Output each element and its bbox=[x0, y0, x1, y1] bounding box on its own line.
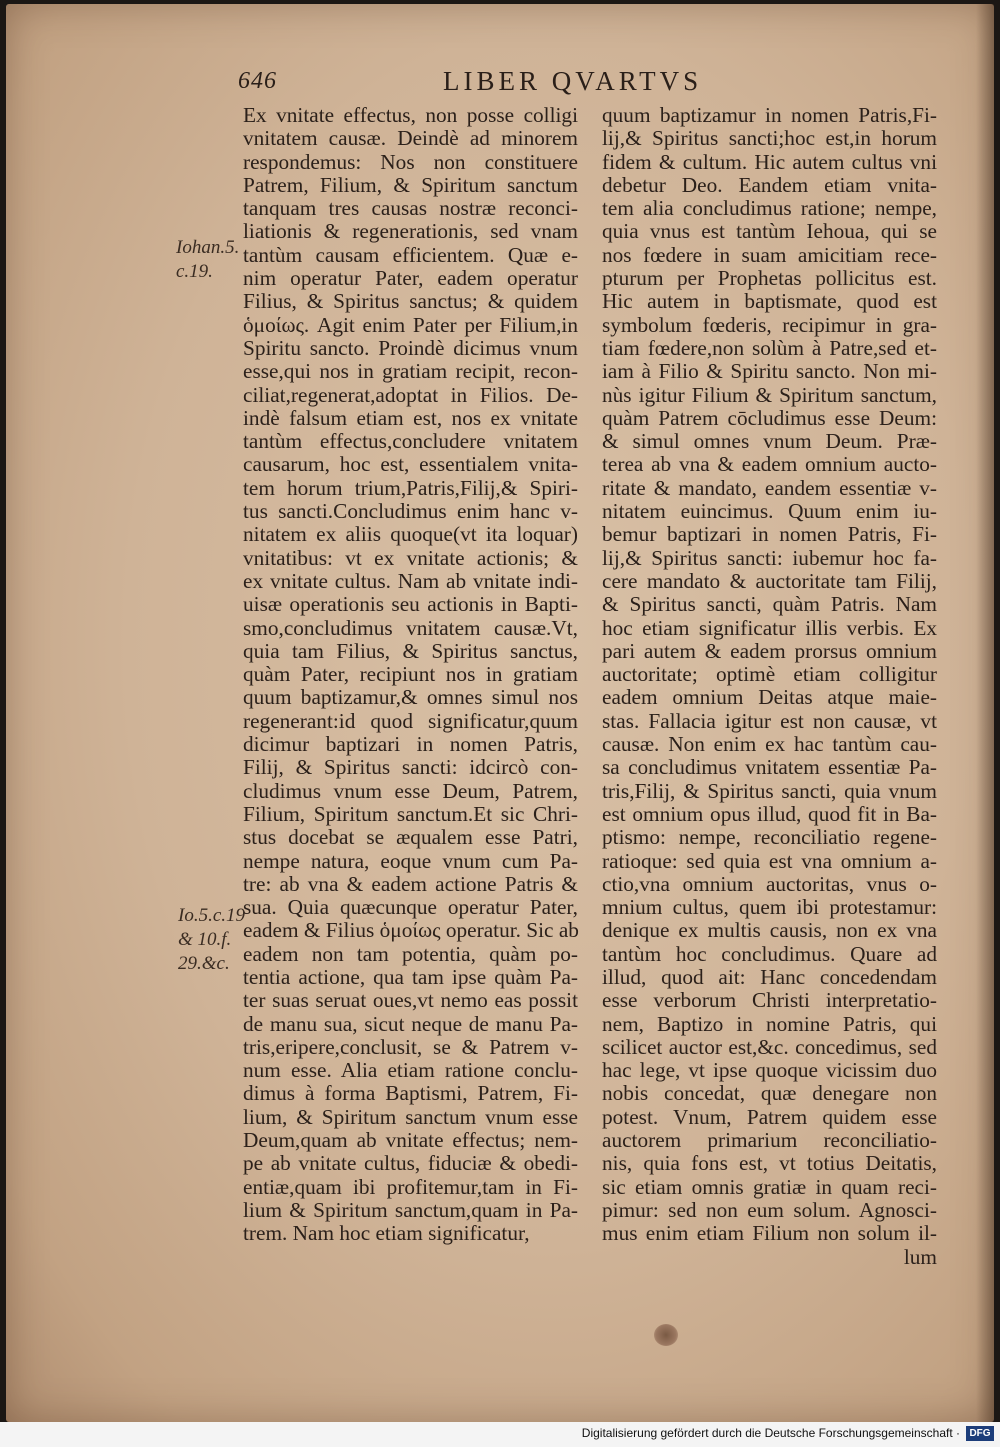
text-line: esse verborum Christi interpretatio- bbox=[602, 988, 937, 1013]
text-line: causarum, hoc est, essentialem vnita- bbox=[243, 452, 578, 477]
running-head: LIBER QVARTVS bbox=[443, 66, 703, 96]
text-line: ptismo: nempe, reconciliatio regene- bbox=[602, 825, 937, 850]
text-line: potest. Vnum, Patrem quidem esse bbox=[602, 1104, 937, 1129]
text-line: nis, quia fons est, vt totius Deitatis, bbox=[602, 1151, 937, 1176]
text-line: dimus à forma Baptismi, Patrem, Fi- bbox=[243, 1081, 578, 1106]
text-line: tantùm hoc concludimus. Quare ad bbox=[602, 941, 937, 966]
text-line: scilicet auctor est,&c. concedimus, sed bbox=[602, 1034, 937, 1059]
text-line: regenerant:id quod significatur,quum bbox=[243, 708, 578, 733]
text-line: nobis concedat, quæ denegare non bbox=[602, 1081, 937, 1106]
text-line: lij,& Spiritus sancti: iubemur hoc fa- bbox=[602, 545, 937, 570]
text-line: eadem & Filius ὁμοίως operatur. Sic ab bbox=[243, 918, 579, 943]
text-line: Patrem, Filium, & Spiritum sanctum bbox=[243, 172, 578, 197]
text-line: pimur: sed non eum solum. Agnosci- bbox=[602, 1197, 937, 1222]
text-line: quàm Patrem cōcludimus esse Deum: bbox=[602, 405, 937, 430]
text-line: nùs igitur Filium & Spiritum sanctum, bbox=[602, 382, 937, 407]
text-line: nim operatur Pater, eadem operatur bbox=[243, 266, 578, 291]
text-line: denique ex multis causis, non ex vna bbox=[602, 918, 937, 943]
text-line: trem. Nam hoc etiam significatur, bbox=[243, 1221, 530, 1246]
margin-note-line: & 10.f. bbox=[178, 929, 232, 950]
text-line: & simul omnes vnum Deum. Præ- bbox=[602, 429, 937, 454]
text-line: fidem & cultum. Hic autem cultus vni bbox=[602, 149, 937, 174]
left-text-column bbox=[243, 104, 578, 1246]
text-line: tanquam tres causas nostræ reconci- bbox=[243, 196, 578, 221]
text-line: cere mandato & auctoritate tam Filij, bbox=[602, 568, 937, 593]
text-line: Filius, & Spiritus sanctus; & quidem bbox=[243, 289, 578, 314]
text-line: respondemus: Nos non constituere bbox=[243, 149, 578, 174]
text-line: nitatem ex aliis quoque(vt ita loquar) bbox=[243, 522, 578, 547]
text-line: Filij, & Spiritus sancti: idcircò con- bbox=[243, 755, 578, 780]
text-line: tentia actione, qua tam ipse quàm Pa- bbox=[243, 964, 578, 989]
text-line: quum baptizamur,& omnes simul nos bbox=[243, 685, 578, 710]
text-line: ex vnitate cultus. Nam ab vnitate indi- bbox=[243, 568, 578, 593]
margin-note-line: c.19. bbox=[176, 261, 213, 282]
text-line: stus docebat se æqualem esse Patri, bbox=[243, 825, 578, 850]
margin-note bbox=[178, 904, 245, 976]
text-line: eadem non tam potentia, quàm po- bbox=[243, 941, 578, 966]
right-text-column bbox=[602, 104, 937, 1269]
text-line: Spiritu sancto. Proindè dicimus vnum bbox=[243, 335, 578, 360]
text-line: Hic autem in baptismate, quod est bbox=[602, 289, 937, 314]
text-line: Deum,quam ab vnitate effectus; nem- bbox=[243, 1128, 578, 1153]
margin-note bbox=[176, 236, 239, 284]
text-line: ratioque: sed quia est vna omnium a- bbox=[602, 848, 937, 873]
book-page bbox=[6, 4, 994, 1422]
text-line: quàm Pater, recipiunt nos in gratiam bbox=[243, 662, 578, 687]
text-line: mus enim etiam Filium non solum il- bbox=[602, 1221, 937, 1246]
text-line: illud, quod ait: Hanc concedendam bbox=[602, 964, 937, 989]
text-line: ciliat,regenerat,adoptat in Filios. De- bbox=[243, 382, 578, 407]
text-line: nem, Baptizo in nomine Patris, qui bbox=[602, 1011, 937, 1036]
text-line: sua. Quia quæcunque operatur Pater, bbox=[243, 895, 578, 920]
text-line: vnitatibus: vt ex vnitate actionis; & bbox=[243, 545, 578, 570]
text-line: liationis & regenerationis, sed vnam bbox=[243, 219, 578, 244]
text-line: lium, & Spiritum sanctum vnum esse bbox=[243, 1104, 578, 1129]
page-header bbox=[238, 68, 948, 104]
text-line: ὁμοίως. Agit enim Pater per Filium,in bbox=[243, 312, 578, 337]
text-line: auctorem primarium reconciliatio- bbox=[602, 1128, 937, 1153]
text-line: nos fœdere in suam amicitiam rece- bbox=[602, 242, 937, 267]
text-line: bemur baptizari in nomen Patris, Fi- bbox=[602, 522, 937, 547]
text-line: hac lege, vt ipse quoque vicissim duo bbox=[602, 1058, 937, 1083]
text-line: pari autem & eadem prorsus omnium bbox=[602, 638, 937, 663]
text-line: lij,& Spiritus sancti;hoc est,in horum bbox=[602, 126, 937, 151]
text-line: lum bbox=[903, 1244, 937, 1269]
text-line: entiæ,quam ibi profitemur,tam in Fi- bbox=[243, 1174, 578, 1199]
text-line: smo,concludimus vnitatem causæ.Vt, bbox=[243, 615, 578, 640]
text-line: Filium, Spiritum sanctum.Et sic Chri- bbox=[243, 801, 578, 826]
text-line: num esse. Alia etiam ratione conclu- bbox=[243, 1058, 578, 1083]
text-line: quum baptizamur in nomen Patris,Fi- bbox=[602, 103, 937, 127]
margin-note-line: 29.&c. bbox=[178, 953, 230, 974]
page-number: 646 bbox=[238, 68, 277, 94]
page-edge-shadow bbox=[976, 4, 994, 1422]
text-line: vnitatem causæ. Deindè ad minorem bbox=[243, 126, 578, 151]
text-line: ctio,vna omnium auctoritas, vnus o- bbox=[602, 871, 937, 896]
text-line: Ex vnitate effectus, non posse colligi bbox=[243, 103, 578, 127]
text-line: sa concludimus vnitatem essentiæ Pa- bbox=[602, 755, 937, 780]
text-line: symbolum fœderis, recipimur in gra- bbox=[602, 312, 937, 337]
text-line: auctoritate; optimè etiam colligitur bbox=[602, 662, 937, 687]
text-line: hoc etiam significatur illis verbis. Ex bbox=[602, 615, 937, 640]
text-line: tris,Filij, & Spiritus sancti, quia vnum bbox=[602, 778, 937, 803]
text-line: sic etiam omnis gratiæ in quam reci- bbox=[602, 1174, 937, 1199]
text-line: stas. Fallacia igitur est non causæ, vt bbox=[602, 708, 937, 733]
text-line: debetur Deo. Eandem etiam vnita- bbox=[602, 172, 937, 197]
text-line: nempe natura, eoque vnum cum Pa- bbox=[243, 848, 578, 873]
text-line: tiam fœdere,non solùm à Patre,sed et- bbox=[602, 335, 937, 360]
text-line: quia tam Filius, & Spiritus sanctus, bbox=[243, 638, 578, 663]
text-line: nitatem euincimus. Quum enim iu- bbox=[602, 499, 937, 524]
text-line: est omnium opus illud, quod fit in Ba- bbox=[602, 801, 937, 826]
text-line: tantùm effectus,concludere vnitatem bbox=[243, 429, 578, 454]
text-line: terea ab vna & eadem omnium aucto- bbox=[602, 452, 937, 477]
text-line: dicimur baptizari in nomen Patris, bbox=[243, 732, 578, 757]
text-line: & Spiritus sancti, quàm Patris. Nam bbox=[602, 592, 937, 617]
ink-stain bbox=[654, 1324, 678, 1346]
text-line: mnium cultus, quem ibi protestamur: bbox=[602, 895, 937, 920]
text-line: tre: ab vna & eadem actione Patris & bbox=[243, 871, 578, 896]
text-line: uisæ operationis seu actionis in Bapti- bbox=[243, 592, 578, 617]
text-line: tem horum trium,Patris,Filij,& Spiri- bbox=[243, 475, 578, 500]
footer-credit: Digitalisierung gefördert durch die Deutsche Forschungsgemeinschaft · bbox=[581, 1426, 960, 1440]
text-line: causæ. Non enim ex hac tantùm cau- bbox=[602, 732, 937, 757]
margin-note-line: Iohan.5. bbox=[176, 237, 240, 258]
text-line: tem alia concludimus ratione; nempe, bbox=[602, 196, 937, 221]
text-line: indè falsum etiam est, nos ex vnitate bbox=[243, 405, 578, 430]
text-line: de manu sua, sicut neque de manu Pa- bbox=[243, 1011, 578, 1036]
text-line: tantùm causam efficientem. Quæ e- bbox=[243, 242, 578, 267]
text-line: tris,eripere,conclusit, se & Patrem v- bbox=[243, 1034, 578, 1059]
margin-note-line: Io.5.c.19 bbox=[178, 905, 246, 926]
text-line: eadem omnium Deitas atque maie- bbox=[602, 685, 937, 710]
text-line: tus sancti.Concludimus enim hanc v- bbox=[243, 499, 578, 524]
text-line: lium & Spiritum sanctum,quam in Pa- bbox=[243, 1197, 578, 1222]
text-line: ter suas seruat oues,vt nemo eas possit bbox=[243, 988, 578, 1013]
text-line: ritate & mandato, eandem essentiæ v- bbox=[602, 475, 937, 500]
text-line: quia vnus est tantùm Iehoua, qui se bbox=[602, 219, 937, 244]
text-line: iam à Filio & Spiritu sancto. Non mi- bbox=[602, 359, 937, 384]
text-line: pturum per Prophetas pollicitus est. bbox=[602, 266, 937, 291]
digitization-footer bbox=[0, 1422, 1000, 1447]
text-line: esse,qui nos in gratiam recipit, recon- bbox=[243, 359, 578, 384]
text-line: pe ab vnitate cultus, fiduciæ & obedi- bbox=[243, 1151, 578, 1176]
dfg-logo: DFG bbox=[966, 1426, 994, 1441]
text-line: cludimus vnum esse Deum, Patrem, bbox=[243, 778, 578, 803]
